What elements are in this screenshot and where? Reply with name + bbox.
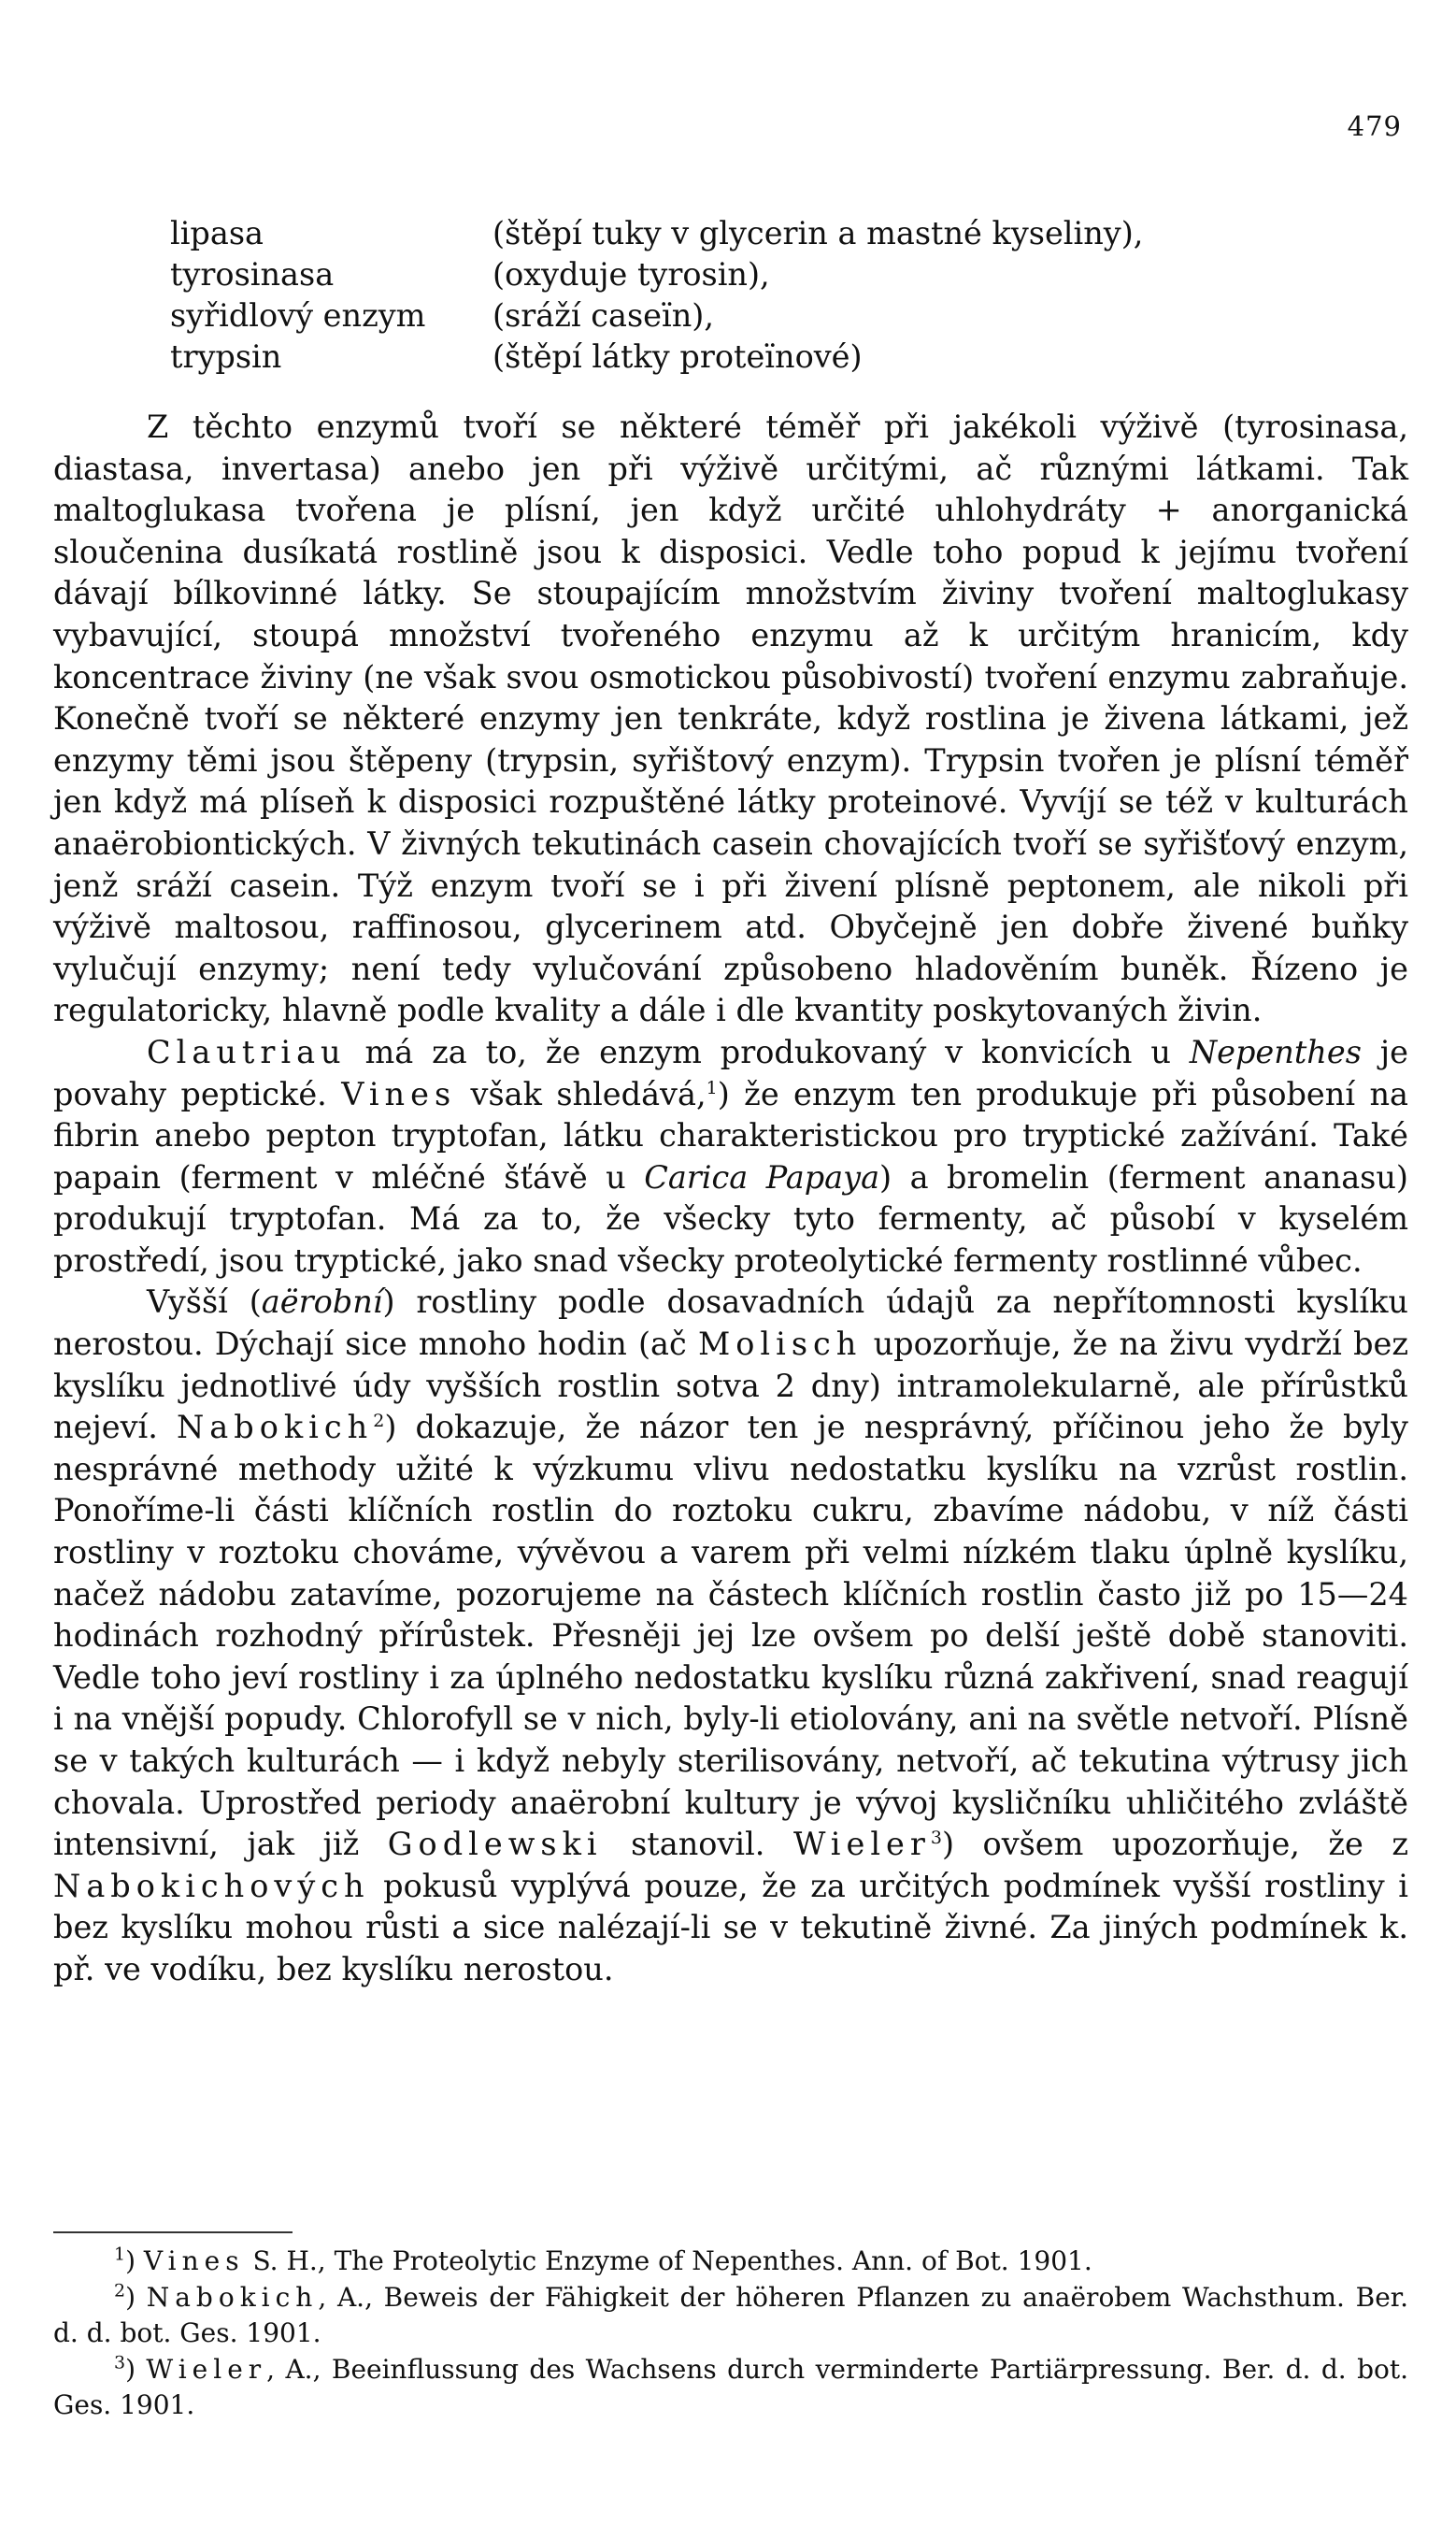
enzyme-description: (sráží caseïn), <box>492 297 715 334</box>
text-run: je povahy peptické. <box>53 1033 1408 1112</box>
enzyme-row <box>170 213 1143 254</box>
footnote: $^1$) Vines S. H., The Proteolytic Enzyme of Nepenthes. Ann. of Bot. 1901. <box>114 2244 1092 2276</box>
enzyme-description: (štěpí látky proteïnové) <box>492 338 863 375</box>
enzyme-row <box>170 337 1143 378</box>
text-run: ) ovšem upozorňuje, že z <box>941 1826 1409 1863</box>
paragraph <box>53 1282 1408 1990</box>
author-name: Vines <box>143 2245 245 2276</box>
footnote-text: , A., Beeinflussung des Wachsens durch verminderte Partiärpressung. Ber. d. d. bot. Ges. 1901. <box>53 2353 1409 2420</box>
enzyme-name: lipasa <box>170 215 264 251</box>
author-name: Wieler <box>146 2353 267 2385</box>
footnote: $^2$) Nabokich, A., Beweis der Fähigkeit der höheren Pflanzen zu anaërobem Wachsthum. Ber. d. d. bot. Ges. 1901. <box>53 2280 1408 2348</box>
enzyme-name: syřidlový enzym <box>170 297 426 334</box>
text-run: pokusů vyplývá pouze, že za určitých podmínek vyšší rostliny i bez kyslíku mohou růsti a sice nalézají-li se v tekutině živné. Za jiných podmínek k. př. ve vodíku, bez kyslíku nerostou. <box>53 1867 1408 1987</box>
text-run: stanovil. <box>602 1826 793 1863</box>
enzyme-name: trypsin <box>170 338 282 375</box>
text-run: Vyšší ( <box>147 1284 262 1321</box>
paragraph: Z těchto enzymů tvoří se některé téměř při jakékoli výživě (tyrosinasa, diastasa, invertasa) anebo jen při výživě určitými, ač různými látkami. Tak maltoglukasa tvořena je plísní, jen když určité uhlohydráty + anorganická sloučenina dusíkatá rostlině jsou k disposici. Vedle toho popud k jejímu tvoření dávají bílkovinné látky. Se stoupajícím množstvím živiny tvoření maltoglukasy vybavující, stoupá množství tvořeného enzymu až k určitým hranicím, kdy koncentrace živiny (ne však svou osmotickou působivostí) tvoření enzymu zabraňuje. Konečně tvoří se některé enzymy jen tenkráte, když rostlina je živena látkami, jež enzymy těmi jsou štěpeny (trypsin, syřištový enzym). Trypsin tvořen je plísní téměř jen když má plíseň k disposici rozpuštěné látky proteinové. Vyvíjí se též v kulturách anaërobiontických. V živných tekutinách casein chovajících tvoří se syřišťový enzym, jenž sráží casein. Týž enzym tvoří se i při živení plísně peptonem, ale nikoli při výživě maltosou, raffinosou, glycerinem atd. Obyčejně jen dobře živené buňky vylučují enzymy; není tedy vylučování způsobeno hladověním buněk. Řízeno je regulatoricky, hlavně podle kvality a dále i dle kvantity poskytovaných živin. <box>53 409 1408 1029</box>
enzyme-row <box>170 254 1143 295</box>
enzyme-description: (oxyduje tyrosin), <box>492 256 770 293</box>
author-name: Vines <box>341 1075 457 1112</box>
text-run: ) a bromelin (ferment ananasu) produkují tryptofan. Má za to, že všecky tyto fermenty, ač působí v kyselém prostředí, jsou tryptické, jako snad všecky proteolytické fermenty rostlinné vůbec. <box>53 1158 1408 1279</box>
text-run: však shledává, <box>456 1075 707 1112</box>
page-number: 479 <box>1347 110 1402 142</box>
enzyme-row <box>170 295 1143 337</box>
body-text <box>53 407 1408 1991</box>
italic-term: Carica Papaya <box>644 1158 880 1196</box>
text-run: ) rostliny podle dosavadních údajů za nepřítomnosti kyslíku nerostou. Dýchají sice mnoho hodin (ač <box>53 1284 1408 1363</box>
author-name: Godlewski <box>387 1826 603 1863</box>
footnote-mark: 1 <box>114 2244 126 2265</box>
footnote: $^3$) Wieler, A., Beeinflussung des Wachsens durch verminderte Partiärpressung. Ber. d. d. bot. Ges. 1901. <box>53 2352 1409 2420</box>
footnote-mark: 2 <box>114 2280 126 2302</box>
footnote-text: S. H., The Proteolytic Enzyme of Nepenthes. Ann. of Bot. 1901. <box>244 2245 1092 2276</box>
author-name: Nabokich <box>176 1409 374 1446</box>
author-name: Wieler <box>792 1826 931 1863</box>
enzyme-name: tyrosinasa <box>170 256 335 293</box>
italic-term: Nepenthes <box>1189 1033 1362 1070</box>
footnote-text: , A., Beweis der Fähigkeit der höheren Pflanzen zu anaërobem Wachsthum. Ber. d. d. bot. Ges. 1901. <box>53 2281 1408 2348</box>
author-name: Molisch <box>697 1326 863 1363</box>
author-name: Nabokich <box>146 2281 319 2313</box>
enzyme-description: (štěpí tuky v glycerin a mastné kyseliny), <box>492 215 1144 251</box>
footnote-ref[interactable]: 3 <box>930 1828 942 1849</box>
text-run: má za to, že enzym produkovaný v konvicích u <box>346 1033 1190 1070</box>
italic-term: aërobní <box>261 1284 383 1321</box>
paragraph <box>53 1032 1408 1283</box>
author-name: Clautriau <box>147 1033 347 1070</box>
text-run: upozorňuje, že na živu vydrží bez kyslíku jednotlivé údy vyšších rostlin sotva 2 dny) intramolekularně, ale přírůstků nejeví. <box>53 1326 1408 1446</box>
footnotes <box>53 2244 1408 2424</box>
enzyme-table <box>170 213 1143 378</box>
footnote-divider <box>53 2231 293 2233</box>
footnote-mark: 3 <box>114 2352 126 2373</box>
author-name: Nabokichových <box>53 1867 370 1904</box>
text-run: ) dokazuje, že názor ten je nesprávný, příčinou jeho že byly nesprávné methody užité k výzkumu vlivu nedostatku kyslíku na vzrůst rostlin. Ponoříme-li části klíčních rostlin do roztoku cukru, zbavíme nádobu, v níž části rostliny v roztoku chováme, vývěvou a varem při velmi nízkém tlaku úplně kyslíku, načež nádobu zatavíme, pozorujeme na částech klíčních rostlin často již po 15—24 hodinách rozhodný přírůstek. Přesněji jej lze ovšem po delší ještě době stanoviti. Vedle toho jeví rostliny i za úplného nedostatku kyslíku různá zakřivení, snad reagují i na vnější popudy. Chlorofyll se v nich, byly-li etiolovány, ani na světle netvoří. Plísně se v takých kulturách — i když nebyly sterilisovány, netvoří, ač tekutina výtrusy jich chovala. Uprostřed periody anaërobní kultury je vývoj kysličníku uhličitého zvláště intensivní, jak již <box>53 1409 1408 1863</box>
text-run: ) že enzym ten produkuje při působení na fibrin anebo pepton tryptofan, látku charakteristickou pro tryptické zažívání. Také papain (ferment v mléčné šťávě u <box>53 1075 1408 1196</box>
footnote-ref[interactable]: 1 <box>706 1077 718 1098</box>
footnote-ref[interactable]: 2 <box>373 1411 385 1432</box>
